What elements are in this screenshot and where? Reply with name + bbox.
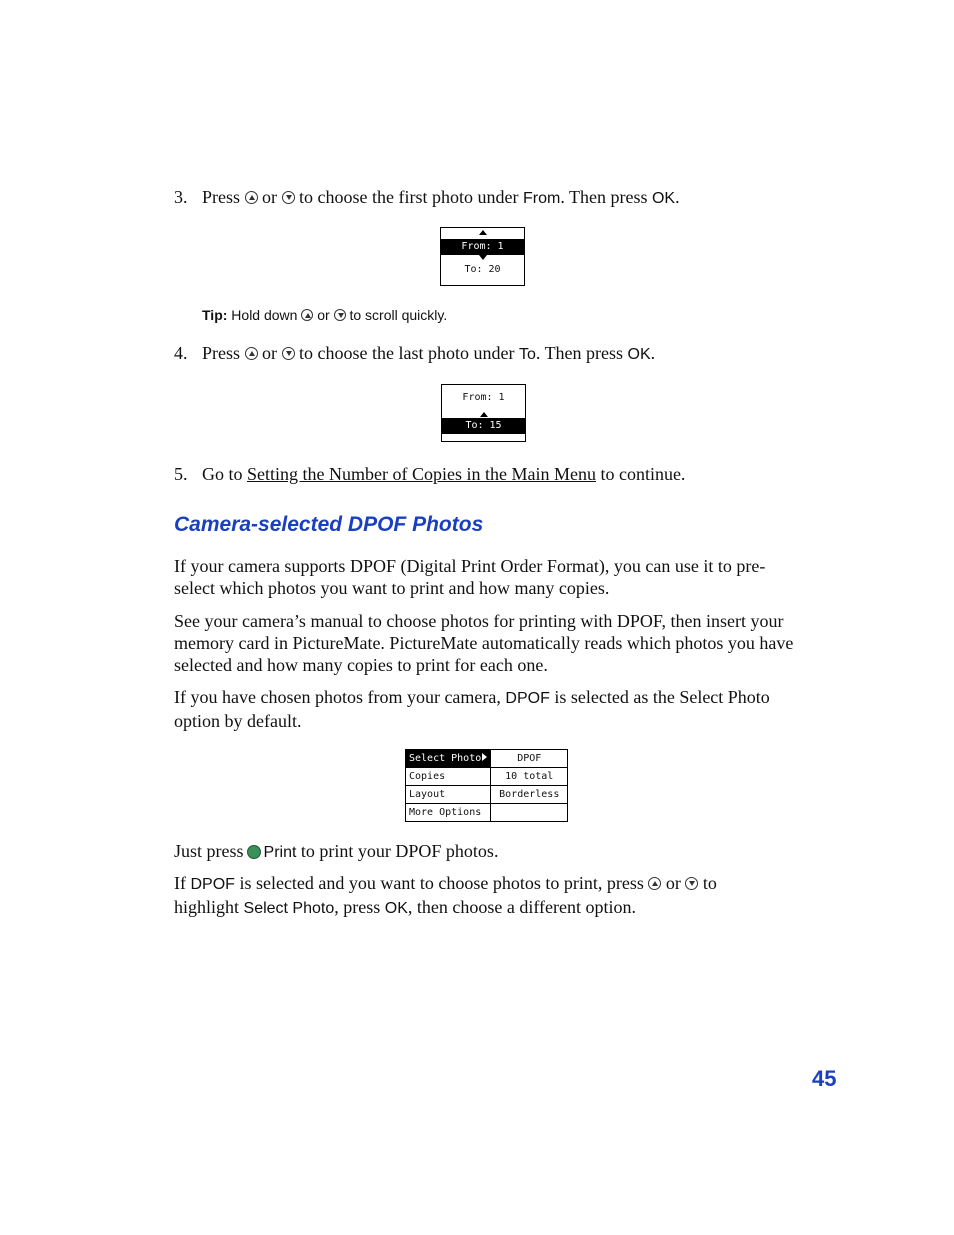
menu-label: Copies — [406, 768, 491, 786]
up-button-icon — [245, 191, 258, 204]
menu-row-more-options — [406, 804, 568, 822]
keyword-to: To — [518, 346, 536, 363]
menu-value — [491, 804, 568, 822]
up-button-icon — [301, 309, 313, 321]
paragraph-text: to print your DPOF photos. — [300, 841, 499, 861]
paragraph-text: , press — [334, 897, 381, 917]
paragraph-dpof-intro — [174, 555, 794, 599]
up-button-icon — [648, 877, 661, 890]
paragraph-default-option — [174, 686, 794, 732]
menu-table — [405, 749, 568, 822]
step-text: to choose the first photo under — [299, 187, 519, 207]
lcd-main-menu — [405, 749, 568, 822]
lcd-row-to: To: 20 — [464, 264, 501, 275]
step-number: 5. — [174, 464, 188, 484]
scroll-down-arrow-icon — [479, 255, 487, 260]
keyword-print: Print — [263, 844, 297, 861]
keyword-from: From — [522, 190, 561, 207]
lcd-screen-from — [440, 227, 525, 286]
paragraph-text: is selected and you want to choose photos to print, press — [239, 873, 644, 893]
down-button-icon — [685, 877, 698, 890]
paragraph-print — [174, 840, 498, 864]
step-4 — [174, 342, 655, 366]
lcd-screen-to — [441, 384, 526, 442]
section-heading: Camera-selected DPOF Photos — [174, 513, 484, 536]
scroll-up-arrow-icon — [479, 230, 487, 235]
step-text: or — [262, 343, 278, 363]
step-text: . — [675, 187, 680, 207]
print-button-icon — [247, 845, 261, 859]
menu-label: Layout — [406, 786, 491, 804]
scroll-up-arrow-icon — [480, 412, 488, 417]
step-3 — [174, 186, 680, 210]
paragraph-text: is selected as the Select Photo option by default. — [174, 687, 770, 731]
lcd-row-from: From: 1 — [441, 239, 524, 255]
tip-text: Hold down — [231, 307, 298, 323]
menu-label: More Options — [406, 804, 491, 822]
down-button-icon — [334, 309, 346, 321]
step-text: Go to — [202, 464, 243, 484]
down-button-icon — [282, 191, 295, 204]
step-text: to choose the last photo under — [299, 343, 515, 363]
step-text: Press — [202, 187, 241, 207]
keyword-ok: OK — [651, 190, 676, 207]
keyword-ok: OK — [627, 346, 651, 363]
paragraph-text: See your camera’s manual to choose photos for printing with DPOF, then insert your memory card in PictureMate. PictureMate automatically reads which photos you have selected and how many copies to print for each one. — [174, 611, 794, 675]
scroll-down-arrow-icon — [480, 434, 488, 439]
menu-value: Borderless — [491, 786, 568, 804]
down-button-icon — [282, 347, 295, 360]
step-text: or — [262, 187, 278, 207]
paragraph-text: , then choose a different option. — [407, 897, 636, 917]
step-text: to continue. — [600, 464, 686, 484]
tip-text: to scroll quickly. — [349, 307, 448, 323]
menu-row-layout — [406, 786, 568, 804]
step-number: 3. — [174, 187, 188, 207]
tip — [202, 307, 447, 323]
paragraph-camera-manual — [174, 610, 794, 676]
step-5 — [174, 463, 685, 485]
selection-arrow-icon — [482, 753, 487, 761]
tip-text: or — [317, 307, 330, 323]
paragraph-text: or — [665, 873, 681, 893]
menu-row-copies — [406, 768, 568, 786]
menu-value: DPOF — [491, 750, 568, 768]
step-number: 4. — [174, 343, 188, 363]
keyword-dpof: DPOF — [505, 690, 550, 707]
paragraph-text: Just press — [174, 841, 244, 861]
step-text: . Then press — [560, 187, 648, 207]
page-number: 45 — [812, 1066, 837, 1091]
lcd-row-to: To: 15 — [442, 418, 525, 434]
step-text: Press — [202, 343, 241, 363]
paragraph-text: If your camera supports DPOF (Digital Print Order Format), you can use it to pre-select which photos you want to print and how many copies. — [174, 556, 766, 598]
step-text: . — [650, 343, 656, 363]
menu-row-select-photo — [406, 750, 568, 768]
step-text: . Then press — [535, 343, 624, 363]
paragraph-change-option — [174, 872, 754, 920]
keyword-ok: OK — [384, 900, 408, 917]
paragraph-text: If you have chosen photos from your camera, — [174, 687, 501, 707]
tip-label: Tip: — [202, 307, 228, 323]
keyword-dpof: DPOF — [190, 876, 235, 893]
menu-label: Select Photo — [406, 750, 491, 768]
paragraph-text: to highlight — [174, 873, 717, 917]
keyword-select-photo: Select Photo — [243, 900, 335, 917]
menu-value: 10 total — [491, 768, 568, 786]
copies-section-link[interactable]: Setting the Number of Copies in the Main Menu — [247, 464, 596, 484]
lcd-row-from: From: 1 — [462, 392, 505, 403]
up-button-icon — [245, 347, 258, 360]
paragraph-text: If — [174, 873, 186, 893]
